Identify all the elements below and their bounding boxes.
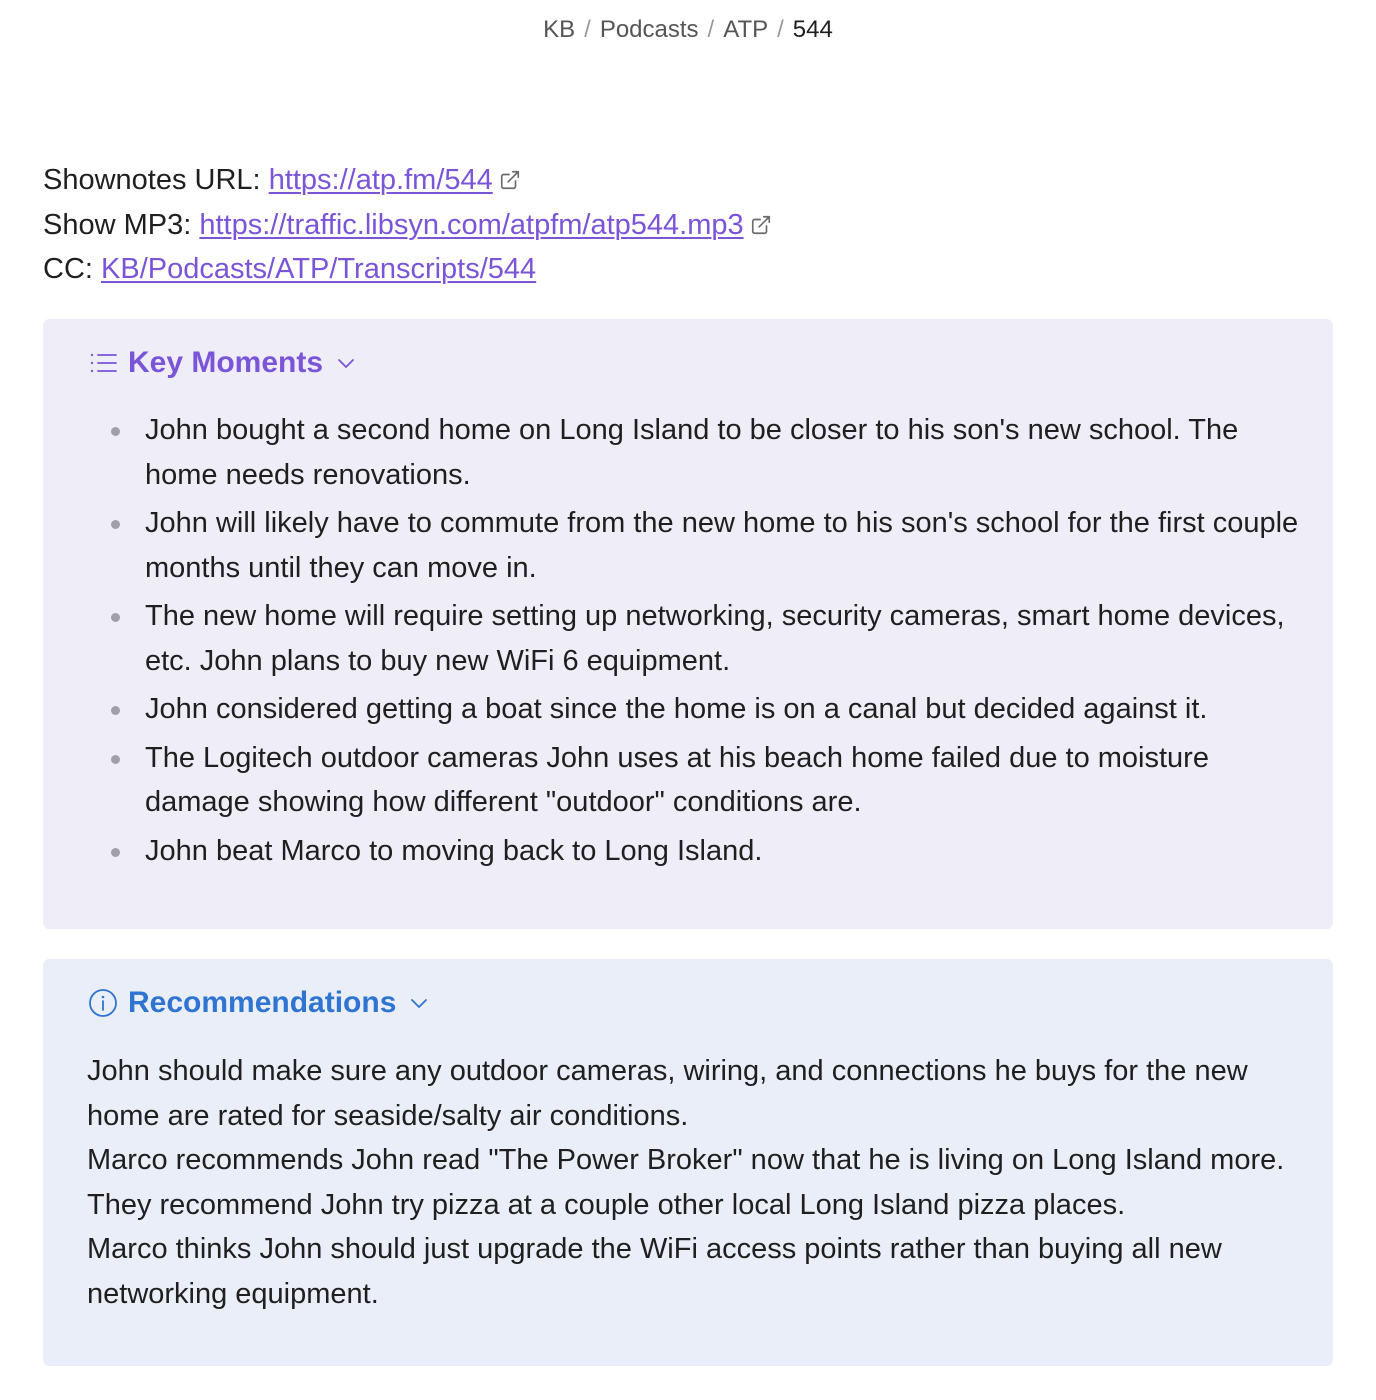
breadcrumb	[0, 14, 1376, 46]
external-link-icon	[499, 169, 521, 191]
recommendations-callout	[43, 959, 1333, 1366]
key-moments-callout	[43, 319, 1333, 929]
shownotes-link[interactable]: https://atp.fm/544	[268, 164, 493, 196]
shownotes-row	[43, 158, 772, 203]
list-item: The new home will require setting up networking, security cameras, smart home devices, etc. John plans to buy new WiFi 6 equipment.	[105, 594, 1315, 683]
list-item: John will likely have to commute from the new home to his son's school for the first couple months until they can move in.	[105, 501, 1315, 590]
mp3-link[interactable]: https://traffic.libsyn.com/atpfm/atp544.mp3	[199, 208, 744, 241]
key-moments-list	[105, 408, 1315, 877]
recommendation-paragraph: They recommend John try pizza at a couple other local Long Island pizza places.	[87, 1188, 1126, 1221]
mp3-label: Show MP3:	[43, 208, 192, 241]
list-item: The Logitech outdoor cameras John uses at his beach home failed due to moisture damage showing how different "outdoor" conditions are.	[105, 736, 1315, 825]
episode-meta	[43, 158, 772, 292]
key-moments-toggle[interactable]	[87, 343, 356, 383]
breadcrumb-item-atp[interactable]: ATP	[723, 16, 769, 43]
recommendations-body	[87, 1049, 1319, 1316]
key-moments-title: Key Moments	[128, 346, 324, 379]
list-item: John bought a second home on Long Island to be closer to his son's new school. The home needs renovations.	[105, 408, 1315, 497]
breadcrumb-separator: /	[707, 16, 715, 43]
recommendation-paragraph: Marco thinks John should just upgrade the WiFi access points rather than buying all new networking equipment.	[87, 1233, 1222, 1310]
recommendations-title: Recommendations	[128, 986, 397, 1019]
breadcrumb-item-podcasts[interactable]: Podcasts	[599, 16, 699, 43]
cc-row	[43, 247, 772, 292]
breadcrumb-item-kb[interactable]: KB	[543, 16, 576, 43]
list-icon	[87, 347, 119, 379]
info-icon	[87, 987, 119, 1019]
mp3-row	[43, 203, 772, 248]
recommendation-paragraph: John should make sure any outdoor cameras, wiring, and connections he buys for the new home are rated for seaside/salty air conditions.	[87, 1055, 1248, 1132]
breadcrumb-separator: /	[584, 16, 591, 43]
chevron-down-icon	[409, 993, 429, 1013]
chevron-down-icon	[336, 353, 356, 373]
transcript-link[interactable]: KB/Podcasts/ATP/Transcripts/544	[101, 253, 537, 285]
recommendations-toggle[interactable]	[87, 983, 429, 1023]
breadcrumb-separator: /	[777, 16, 784, 43]
recommendation-paragraph: Marco recommends John read "The Power Broker" now that he is living on Long Island more.	[87, 1144, 1285, 1176]
list-item: John beat Marco to moving back to Long Island.	[105, 829, 1315, 874]
shownotes-label: Shownotes URL:	[43, 164, 261, 196]
external-link-icon	[750, 214, 772, 236]
breadcrumb-current: 544	[792, 16, 833, 43]
cc-label: CC:	[43, 253, 93, 285]
list-item: John considered getting a boat since the home is on a canal but decided against it.	[105, 687, 1315, 732]
